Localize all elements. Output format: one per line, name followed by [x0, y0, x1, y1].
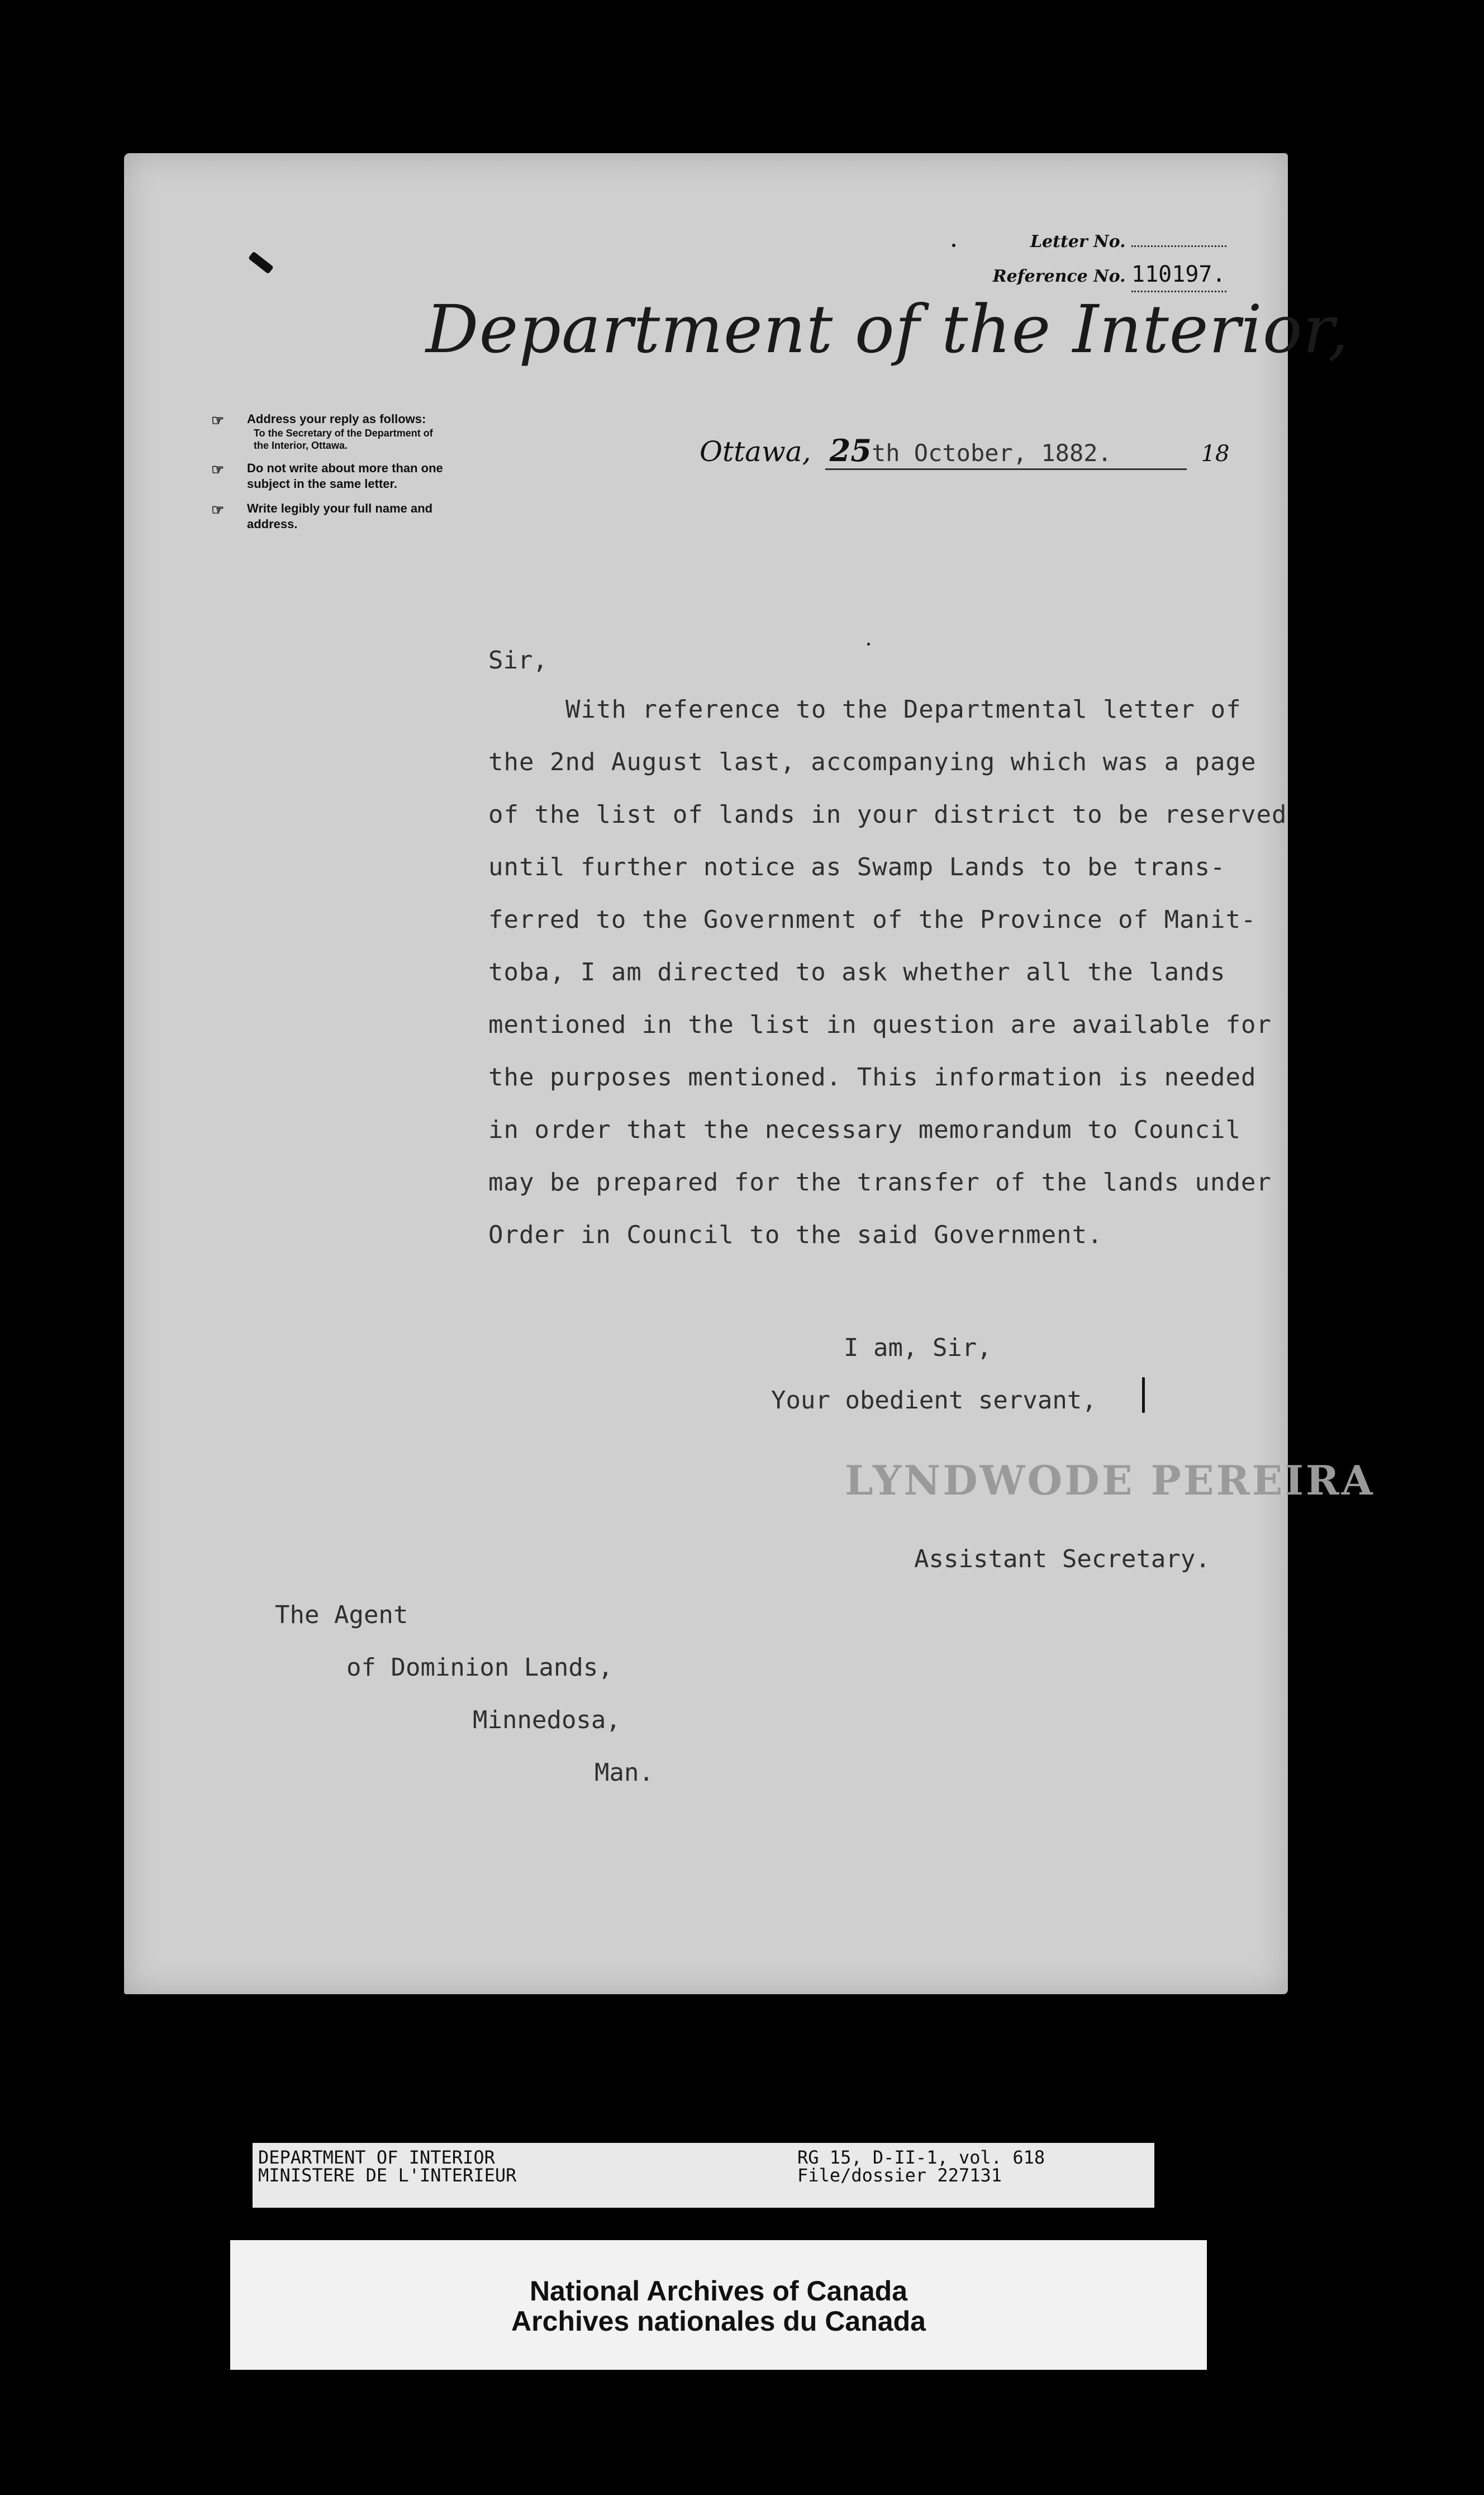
archive-record-group: RG 15, D-II-1, vol. 618	[797, 2147, 1045, 2168]
letter-no-row	[993, 226, 1226, 258]
ink-speck	[867, 643, 870, 646]
reference-no-value: 110197.	[1131, 258, 1226, 292]
body-line: With reference to the Departmental letter of	[565, 695, 1242, 724]
reference-no-row	[993, 258, 1226, 291]
ink-speck	[952, 244, 955, 247]
salutation: Sir,	[488, 646, 548, 675]
body-line: mentioned in the list in question are available for	[488, 1011, 1272, 1039]
body-line: of the list of lands in your district to be reserved	[488, 800, 1287, 829]
closing-line: I am, Sir,	[844, 1334, 992, 1362]
closing-line: Your obedient servant,	[771, 1386, 1097, 1415]
pointing-hand-icon: ☞	[211, 501, 225, 518]
instruction-text: Write legibly your full name and address.	[247, 501, 433, 531]
reference-block	[993, 226, 1226, 291]
body-line: until further notice as Swamp Lands to be trans-	[488, 853, 1226, 881]
archive-department-fr: MINISTERE DE L'INTERIEUR	[258, 2165, 517, 2186]
body-line: Order in Council to the said Government.	[488, 1221, 1103, 1249]
archive-name-en: National Archives of Canada	[529, 2275, 908, 2307]
body-line: the purposes mentioned. This information is needed	[488, 1063, 1257, 1092]
instruction-item	[211, 501, 446, 532]
reference-no-label: Reference No.	[992, 267, 1126, 286]
instructions-block	[211, 411, 446, 541]
instruction-text: Do not write about more than one subject in the same letter.	[247, 461, 443, 491]
address-line: The Agent	[275, 1601, 408, 1629]
archive-department-en: DEPARTMENT OF INTERIOR	[258, 2147, 495, 2168]
archive-file-number: File/dossier 227131	[797, 2165, 1002, 2186]
archive-name-label	[230, 2240, 1207, 2370]
body-line: ferred to the Government of the Province of Manit-	[488, 905, 1257, 934]
address-line: Minnedosa,	[473, 1706, 621, 1734]
archive-name-fr: Archives nationales du Canada	[511, 2306, 926, 2337]
pointing-hand-icon: ☞	[211, 461, 225, 478]
archive-department	[258, 2148, 516, 2184]
instruction-subtext: To the Secretary of the Department of the Interior, Ottawa.	[254, 428, 433, 451]
body-line: toba, I am directed to ask whether all the lands	[488, 958, 1226, 986]
date-year-suffix: 18	[1201, 441, 1230, 467]
letter-page	[124, 153, 1375, 1994]
date-place: Ottawa,	[700, 435, 811, 468]
letter-no-value	[1131, 245, 1226, 247]
body-line: the 2nd August last, accompanying which was a page	[488, 748, 1257, 776]
pointing-hand-icon: ☞	[211, 412, 225, 429]
letter-no-label: Letter No.	[1030, 232, 1126, 252]
archive-reference-label	[253, 2143, 1154, 2208]
body-line: may be prepared for the transfer of the lands under	[488, 1168, 1272, 1197]
address-line: Man.	[594, 1758, 654, 1787]
ink-stroke	[1142, 1377, 1145, 1413]
department-heading: Department of the Interior,	[426, 291, 1349, 368]
date-day: 25	[829, 433, 872, 468]
check-mark	[248, 252, 274, 274]
date-line	[700, 433, 1229, 470]
date-text: th October, 1882.	[871, 439, 1112, 467]
date-fill	[825, 433, 1187, 470]
instruction-item	[211, 461, 446, 492]
body-line: in order that the necessary memorandum to Council	[488, 1116, 1242, 1144]
address-line: of Dominion Lands,	[346, 1653, 613, 1682]
signatory-title: Assistant Secretary.	[914, 1545, 1210, 1573]
archive-reference	[797, 2148, 1045, 2184]
instruction-text: Address your reply as follows:	[247, 412, 426, 426]
instruction-item	[211, 411, 446, 452]
signature-stamp: LYNDWODE PEREIRA	[845, 1457, 1375, 1504]
